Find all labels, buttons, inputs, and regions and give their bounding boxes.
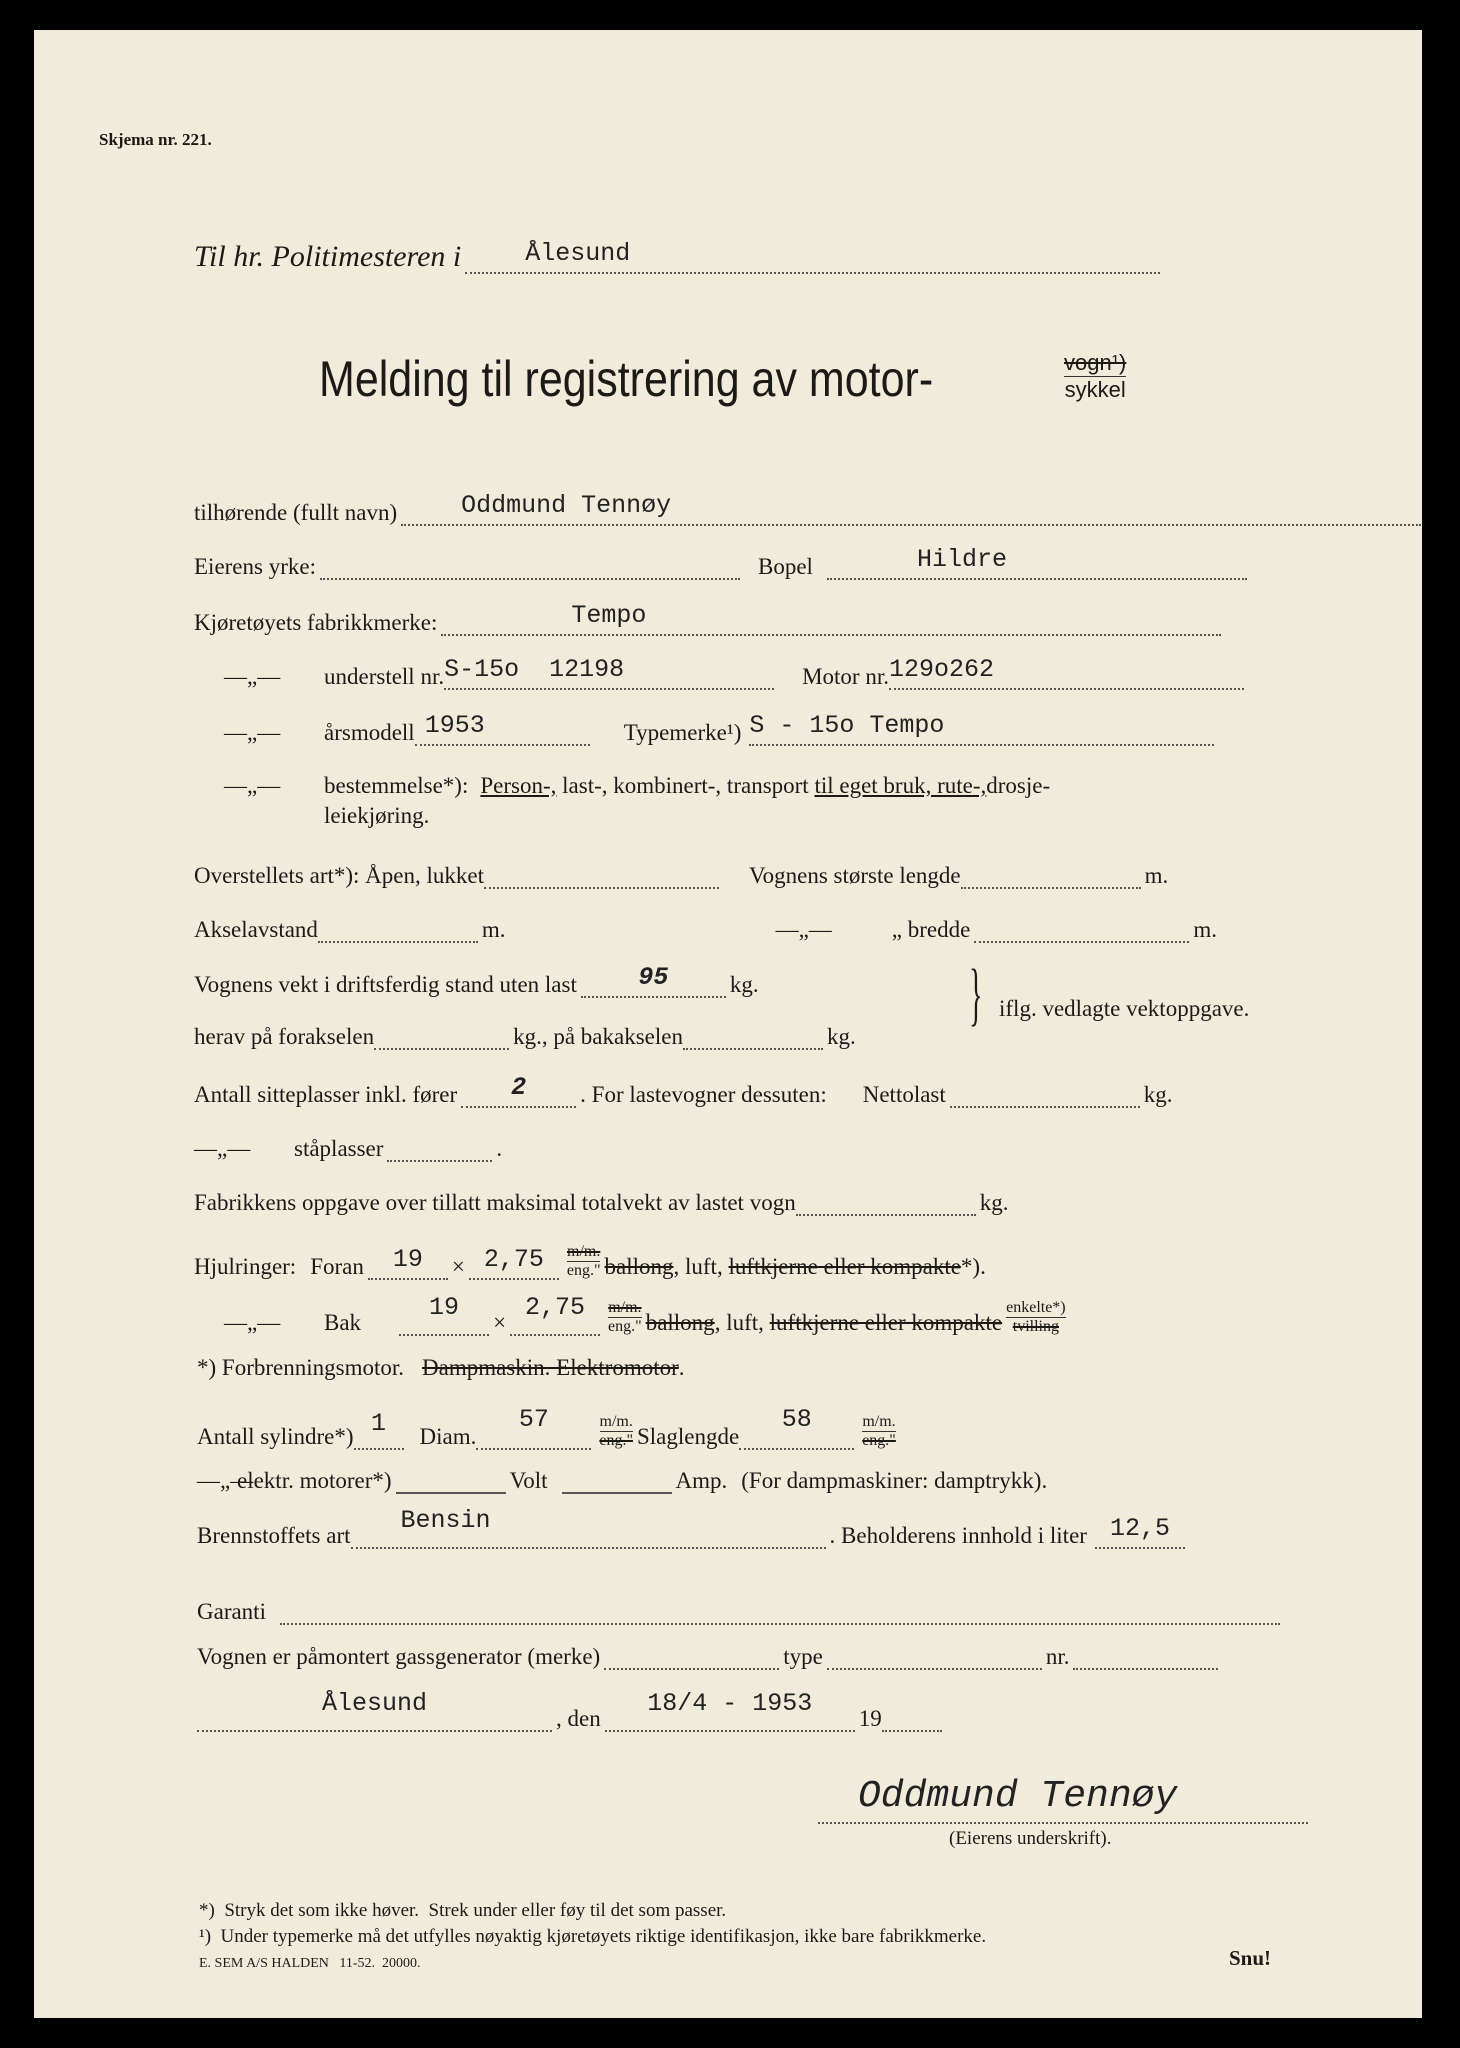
gas-generator-row xyxy=(197,1642,1222,1670)
steam-electric-struck: Dampmaskin. Elektromotor xyxy=(422,1355,679,1380)
seats-field[interactable] xyxy=(461,1073,576,1108)
footnote-1: *) Stryk det som ikke høver. Strek under eller føy til det som passer. xyxy=(199,1900,727,1921)
title-options xyxy=(1064,350,1126,403)
standing-label: ståplasser xyxy=(294,1136,384,1161)
addressee-row xyxy=(194,240,1164,274)
air-option: , luft, xyxy=(673,1254,729,1279)
solid-struck: luftkjerne eller kompakte xyxy=(728,1254,961,1279)
tank-value: 12,5 xyxy=(1109,1514,1170,1543)
weight-label: Vognens vekt i driftsferdig stand uten last xyxy=(194,972,577,997)
diameter-field[interactable] xyxy=(476,1405,591,1450)
electric-row xyxy=(197,1466,1047,1494)
max-weight-row xyxy=(194,1188,1008,1216)
weight-row xyxy=(194,963,759,998)
unit-eng: eng." xyxy=(862,1432,896,1449)
addressee-field[interactable] xyxy=(465,239,1160,274)
model-year-row xyxy=(224,711,1218,746)
front-tyre-a-value: 19 xyxy=(392,1245,423,1274)
front-tyre-b-value: 2,75 xyxy=(483,1245,544,1274)
truck-label: . For lastevogner dessuten: xyxy=(580,1082,827,1107)
ditto-mark: —„— xyxy=(224,1310,281,1335)
ditto-mark: —„— xyxy=(194,1136,251,1161)
steam-label: (For dampmaskiner: damptrykk). xyxy=(741,1468,1048,1493)
title-main: Melding til registrering av motor- xyxy=(319,351,934,407)
ditto-mark: —„— xyxy=(224,720,281,745)
amp-field[interactable] xyxy=(562,1466,672,1494)
net-load-label: Nettolast xyxy=(862,1082,946,1107)
front-tyre-b[interactable] xyxy=(469,1245,559,1280)
guarantee-label: Garanti xyxy=(197,1599,266,1624)
volt-label: Volt xyxy=(509,1468,548,1493)
engine-no-label: Motor nr. xyxy=(802,664,889,689)
max-weight-unit: kg. xyxy=(979,1190,1009,1215)
balloon-struck: ballong xyxy=(645,1310,715,1335)
title-option-kept: sykkel xyxy=(1064,377,1126,402)
footnote-2: ¹) Under typemerke må det utfylles nøyaktig kjøretøyets riktige identifikasjon, ikke bare fabrikkmerke. xyxy=(199,1926,987,1947)
rear-axle-field[interactable] xyxy=(683,1022,823,1050)
form-number: Skjema nr. 221. xyxy=(99,130,212,149)
page-title xyxy=(319,350,933,408)
model-year-field[interactable] xyxy=(415,711,590,746)
unit-mm: m/m. xyxy=(599,1413,633,1430)
amp-label: Amp. xyxy=(675,1468,728,1493)
seats-label: Antall sitteplasser inkl. fører xyxy=(194,1082,458,1107)
net-load-field[interactable] xyxy=(950,1080,1140,1108)
model-year-label: årsmodell xyxy=(324,720,415,745)
place-date-row xyxy=(197,1689,946,1732)
times-sign: × xyxy=(451,1254,465,1279)
occupation-field[interactable] xyxy=(320,552,740,580)
printer-imprint: E. SEM A/S HALDEN 11-52. 20000. xyxy=(199,1956,421,1971)
combustion-engine: *) Forbrenningsmotor. xyxy=(197,1355,404,1380)
max-weight-field[interactable] xyxy=(796,1188,976,1216)
unit-eng: eng." xyxy=(599,1432,633,1449)
chassis-field[interactable] xyxy=(444,655,774,690)
tank-label: . Beholderens innhold i liter xyxy=(829,1523,1087,1548)
signature-row xyxy=(814,1775,1312,1824)
engine-kind-row xyxy=(197,1355,685,1381)
gas-generator-label: Vognen er påmontert gassgenerator (merke) xyxy=(197,1644,601,1669)
addressee-value: Ålesund xyxy=(525,239,631,268)
seats-row xyxy=(194,1073,1173,1108)
rear-label: Bak xyxy=(324,1310,362,1335)
occupation-row xyxy=(194,545,1251,580)
single-twin-fraction xyxy=(1006,1299,1066,1336)
unit-m: m. xyxy=(481,917,506,942)
standing-row: —„— ståplasser . xyxy=(194,1136,503,1161)
gas-type-field[interactable] xyxy=(827,1642,1042,1670)
volt-field[interactable] xyxy=(396,1466,506,1494)
signature-field[interactable] xyxy=(818,1775,1308,1824)
make-value: Tempo xyxy=(571,601,647,630)
cylinders-value: 1 xyxy=(370,1409,386,1438)
guarantee-row xyxy=(197,1597,1284,1625)
type-value: S - 15o Tempo xyxy=(749,711,945,740)
purpose-row xyxy=(224,773,1050,799)
diameter-label: Diam. xyxy=(419,1424,477,1449)
single-option: enkelte*) xyxy=(1006,1299,1066,1316)
signature-caption: (Eierens underskrift). xyxy=(949,1828,1112,1849)
type-label: Typemerke¹) xyxy=(623,720,742,745)
date-field[interactable] xyxy=(605,1689,855,1732)
fuel-field[interactable] xyxy=(351,1506,826,1549)
ditto-mark: —„— xyxy=(224,664,281,689)
residence-label: Bopel xyxy=(757,554,813,579)
wheelbase-field[interactable] xyxy=(318,915,478,943)
addressee-label: Til hr. Politimesteren i xyxy=(194,240,462,273)
unit-fraction xyxy=(608,1299,642,1336)
unit-eng: eng." xyxy=(566,1262,601,1279)
model-year-value: 1953 xyxy=(424,711,485,740)
weight-field[interactable] xyxy=(581,963,726,998)
fuel-label: Brennstoffets art xyxy=(197,1523,351,1548)
diameter-value: 57 xyxy=(518,1405,549,1434)
den-label: , den xyxy=(556,1706,601,1731)
unit-mm: m/m. xyxy=(862,1413,896,1430)
tyres-end: *). xyxy=(960,1254,986,1279)
guarantee-field[interactable] xyxy=(280,1597,1280,1625)
signature-value: Oddmund Tennøy xyxy=(858,1775,1178,1818)
gas-generator-field[interactable] xyxy=(604,1642,779,1670)
place-field[interactable] xyxy=(197,1689,552,1732)
stroke-label: Slaglengde xyxy=(637,1424,740,1449)
unit-m: m. xyxy=(1144,863,1169,888)
solid-struck: luftkjerne eller kompakte xyxy=(769,1310,1003,1335)
chassis-row xyxy=(224,655,1248,690)
seats-value: 2 xyxy=(511,1073,527,1102)
make-row xyxy=(194,601,1225,636)
width-field[interactable] xyxy=(974,915,1189,943)
purpose-taxi: drosje- xyxy=(986,773,1051,798)
rear-axle-unit: kg. xyxy=(826,1024,856,1049)
front-tyres-row xyxy=(194,1243,986,1280)
cylinders-field[interactable] xyxy=(354,1409,404,1450)
rear-tyres-row xyxy=(224,1293,1070,1336)
registration-form xyxy=(34,30,1422,2018)
stroke-value: 58 xyxy=(781,1405,812,1434)
date-value: 18/4 - 1953 xyxy=(647,1689,813,1718)
type-field[interactable] xyxy=(749,711,1214,746)
rear-tyre-a-value: 19 xyxy=(429,1293,460,1322)
twin-struck: tvilling xyxy=(1012,1318,1059,1335)
purpose-own-use: til eget bruk, rute-, xyxy=(814,773,987,798)
make-field[interactable] xyxy=(441,601,1221,636)
front-axle-field[interactable] xyxy=(374,1022,509,1050)
standing-field[interactable] xyxy=(387,1134,492,1162)
tyres-label: Hjulringer: xyxy=(194,1254,297,1279)
unit-fraction xyxy=(567,1243,601,1280)
engine-no-field[interactable] xyxy=(888,655,1244,690)
weight-note: iflg. vedlagte vektoppgave. xyxy=(999,996,1250,1021)
title-option-struck: vogn¹) xyxy=(1064,350,1127,375)
brace: } xyxy=(969,956,983,1033)
body-type-field[interactable] xyxy=(484,861,719,889)
purpose-person: Person-, xyxy=(480,773,557,798)
unit-eng: eng." xyxy=(608,1318,642,1335)
purpose-options: last-, kombinert-, transport xyxy=(556,773,815,798)
air-option: , luft, xyxy=(714,1310,770,1335)
year-prefix: 19 xyxy=(858,1706,882,1731)
width-label: „ bredde xyxy=(891,917,971,942)
fuel-value: Bensin xyxy=(400,1506,491,1535)
times-sign: × xyxy=(493,1310,507,1335)
place-value: Ålesund xyxy=(321,1689,428,1718)
ditto-mark: —„— xyxy=(775,917,832,942)
ditto-mark: —„— xyxy=(197,1468,254,1493)
owner-row xyxy=(194,491,1425,526)
max-weight-label: Fabrikkens oppgave over tillatt maksimal totalvekt av lastet vogn xyxy=(194,1190,796,1215)
gas-nr-field[interactable] xyxy=(1073,1642,1218,1670)
balloon-struck: ballong xyxy=(604,1254,674,1279)
engine-no-value: 129o262 xyxy=(888,655,995,684)
unit-fraction xyxy=(862,1413,896,1450)
cylinders-label: Antall sylindre*) xyxy=(197,1424,354,1449)
stroke-field[interactable] xyxy=(739,1405,854,1450)
unit-m: m. xyxy=(1193,917,1217,942)
fuel-row xyxy=(197,1506,1189,1549)
length-field[interactable] xyxy=(961,861,1141,889)
rear-tyre-b[interactable] xyxy=(510,1293,600,1336)
unit-mm: m/m. xyxy=(608,1299,642,1316)
rear-tyre-a[interactable] xyxy=(399,1293,489,1336)
gas-nr-label: nr. xyxy=(1045,1644,1070,1669)
front-tyre-a[interactable] xyxy=(368,1245,448,1280)
owner-value: Oddmund Tennøy xyxy=(461,491,672,520)
make-label: Kjøretøyets fabrikkmerke: xyxy=(194,610,438,635)
year-field[interactable] xyxy=(882,1704,942,1732)
electric-label: elektr. motorer*) xyxy=(237,1468,392,1493)
turn-over-note: Snu! xyxy=(1229,1946,1272,1970)
purpose-continued: leiekjøring. xyxy=(324,803,430,828)
front-label: Foran xyxy=(310,1254,364,1279)
owner-label: tilhørende (fullt navn) xyxy=(194,500,398,525)
occupation-label: Eierens yrke: xyxy=(194,554,316,579)
rear-axle-label: kg., på bakakselen xyxy=(513,1024,683,1049)
weight-value: 95 xyxy=(638,963,669,992)
purpose-label: bestemmelse*): xyxy=(324,773,469,798)
chassis-label: understell nr. xyxy=(324,664,445,689)
wheelbase-label: Akselavstand xyxy=(194,917,318,942)
cylinders-row xyxy=(197,1405,900,1450)
net-load-unit: kg. xyxy=(1143,1082,1173,1107)
front-axle-label: herav på forakselen xyxy=(194,1024,375,1049)
ditto-mark: —„— xyxy=(224,773,281,798)
owner-field[interactable] xyxy=(401,491,1421,526)
engine-kind-end: . xyxy=(678,1355,685,1380)
tank-field[interactable] xyxy=(1095,1514,1185,1549)
length-label: Vognens største lengde xyxy=(748,863,961,888)
weight-unit: kg. xyxy=(729,972,759,997)
residence-field[interactable] xyxy=(827,545,1247,580)
unit-mm: m/m. xyxy=(567,1243,601,1260)
body-type-label: Overstellets art*): Åpen, lukket xyxy=(194,863,484,888)
rear-tyre-b-value: 2,75 xyxy=(525,1293,586,1322)
unit-fraction xyxy=(599,1413,633,1450)
residence-value: Hildre xyxy=(916,545,1007,574)
chassis-value: S-15o 12198 xyxy=(444,655,625,684)
wheelbase-row xyxy=(194,915,1217,943)
axle-row xyxy=(194,1022,856,1050)
body-row xyxy=(194,861,1168,889)
gas-type-label: type xyxy=(783,1644,823,1669)
